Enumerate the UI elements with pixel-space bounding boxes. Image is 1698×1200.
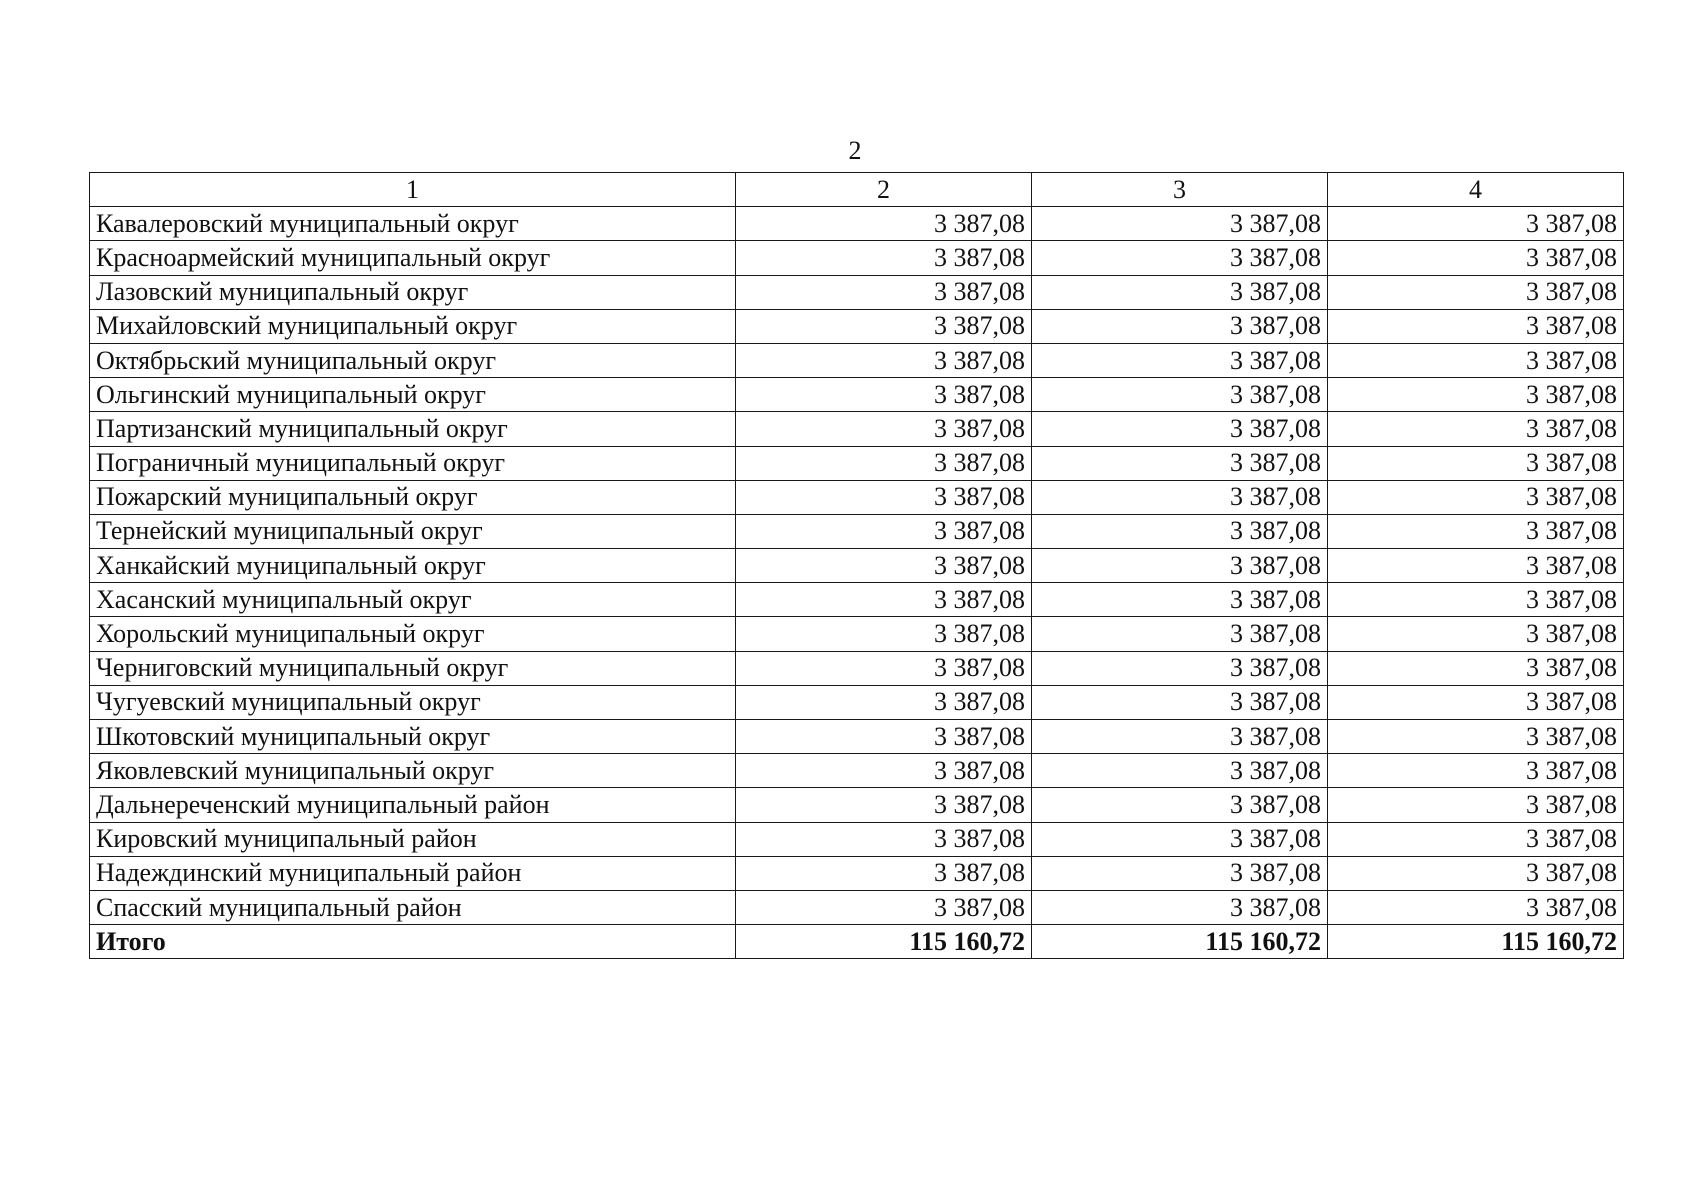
municipality-name: Кавалеровский муниципальный округ [90, 207, 736, 241]
value-col-4: 3 387,08 [1328, 788, 1624, 822]
value-col-2: 3 387,08 [736, 446, 1032, 480]
municipality-name: Хорольский муниципальный округ [90, 617, 736, 651]
municipality-name: Пожарский муниципальный округ [90, 480, 736, 514]
value-col-3: 3 387,08 [1032, 241, 1328, 275]
value-col-4: 3 387,08 [1328, 378, 1624, 412]
value-col-4: 3 387,08 [1328, 480, 1624, 514]
municipality-name: Лазовский муниципальный округ [90, 275, 736, 309]
value-col-3: 3 387,08 [1032, 651, 1328, 685]
value-col-4: 3 387,08 [1328, 685, 1624, 719]
municipality-name: Партизанский муниципальный округ [90, 412, 736, 446]
value-col-2: 3 387,08 [736, 685, 1032, 719]
value-col-4: 3 387,08 [1328, 446, 1624, 480]
value-col-2: 3 387,08 [736, 617, 1032, 651]
municipality-name: Спасский муниципальный район [90, 890, 736, 924]
table-row [90, 207, 1624, 241]
municipality-name: Красноармейский муниципальный округ [90, 241, 736, 275]
municipality-name: Чугуевский муниципальный округ [90, 685, 736, 719]
table-row [90, 890, 1624, 924]
column-number-1: 1 [90, 173, 736, 207]
table-row [90, 651, 1624, 685]
municipality-name: Черниговский муниципальный округ [90, 651, 736, 685]
municipality-name: Надеждинский муниципальный район [90, 856, 736, 890]
value-col-3: 3 387,08 [1032, 549, 1328, 583]
table-row [90, 343, 1624, 377]
value-col-2: 3 387,08 [736, 514, 1032, 548]
municipality-name: Пограничный муниципальный округ [90, 446, 736, 480]
value-col-3: 3 387,08 [1032, 754, 1328, 788]
value-col-3: 3 387,08 [1032, 378, 1328, 412]
value-col-2: 3 387,08 [736, 651, 1032, 685]
value-col-3: 3 387,08 [1032, 275, 1328, 309]
table-row [90, 309, 1624, 343]
total-col-4: 115 160,72 [1328, 925, 1624, 959]
value-col-3: 3 387,08 [1032, 720, 1328, 754]
municipality-name: Михайловский муниципальный округ [90, 309, 736, 343]
value-col-3: 3 387,08 [1032, 514, 1328, 548]
municipality-name: Ольгинский муниципальный округ [90, 378, 736, 412]
value-col-3: 3 387,08 [1032, 446, 1328, 480]
value-col-2: 3 387,08 [736, 378, 1032, 412]
table-body [90, 173, 1624, 959]
table-row [90, 412, 1624, 446]
table-row [90, 241, 1624, 275]
column-number-3: 3 [1032, 173, 1328, 207]
table-row [90, 617, 1624, 651]
value-col-4: 3 387,08 [1328, 275, 1624, 309]
column-number-row [90, 173, 1624, 207]
value-col-3: 3 387,08 [1032, 788, 1328, 822]
value-col-3: 3 387,08 [1032, 822, 1328, 856]
total-row [90, 925, 1624, 959]
municipality-name: Октябрьский муниципальный округ [90, 343, 736, 377]
value-col-2: 3 387,08 [736, 583, 1032, 617]
value-col-2: 3 387,08 [736, 856, 1032, 890]
municipality-name: Хасанский муниципальный округ [90, 583, 736, 617]
value-col-3: 3 387,08 [1032, 685, 1328, 719]
value-col-3: 3 387,08 [1032, 309, 1328, 343]
value-col-4: 3 387,08 [1328, 241, 1624, 275]
value-col-2: 3 387,08 [736, 788, 1032, 822]
total-col-2: 115 160,72 [736, 925, 1032, 959]
table-row [90, 549, 1624, 583]
value-col-2: 3 387,08 [736, 241, 1032, 275]
value-col-4: 3 387,08 [1328, 583, 1624, 617]
table-row [90, 788, 1624, 822]
column-number-4: 4 [1328, 173, 1624, 207]
table-row [90, 754, 1624, 788]
municipality-name: Ханкайский муниципальный округ [90, 549, 736, 583]
municipality-name: Дальнереченский муниципальный район [90, 788, 736, 822]
value-col-4: 3 387,08 [1328, 617, 1624, 651]
value-col-4: 3 387,08 [1328, 343, 1624, 377]
value-col-2: 3 387,08 [736, 309, 1032, 343]
table-row [90, 480, 1624, 514]
municipality-name: Шкотовский муниципальный округ [90, 720, 736, 754]
value-col-4: 3 387,08 [1328, 207, 1624, 241]
table-row [90, 856, 1624, 890]
table-row [90, 378, 1624, 412]
value-col-4: 3 387,08 [1328, 549, 1624, 583]
value-col-2: 3 387,08 [736, 549, 1032, 583]
value-col-2: 3 387,08 [736, 275, 1032, 309]
value-col-2: 3 387,08 [736, 343, 1032, 377]
value-col-2: 3 387,08 [736, 720, 1032, 754]
value-col-2: 3 387,08 [736, 890, 1032, 924]
value-col-2: 3 387,08 [736, 754, 1032, 788]
value-col-4: 3 387,08 [1328, 754, 1624, 788]
value-col-3: 3 387,08 [1032, 890, 1328, 924]
value-col-3: 3 387,08 [1032, 412, 1328, 446]
value-col-3: 3 387,08 [1032, 343, 1328, 377]
value-col-2: 3 387,08 [736, 822, 1032, 856]
value-col-4: 3 387,08 [1328, 309, 1624, 343]
value-col-4: 3 387,08 [1328, 822, 1624, 856]
value-col-2: 3 387,08 [736, 480, 1032, 514]
table-row [90, 446, 1624, 480]
value-col-3: 3 387,08 [1032, 480, 1328, 514]
value-col-3: 3 387,08 [1032, 583, 1328, 617]
municipality-name: Тернейский муниципальный округ [90, 514, 736, 548]
allocation-table [89, 172, 1624, 959]
page-number: 2 [848, 136, 862, 165]
value-col-4: 3 387,08 [1328, 412, 1624, 446]
value-col-4: 3 387,08 [1328, 890, 1624, 924]
total-label: Итого [90, 925, 736, 959]
value-col-4: 3 387,08 [1328, 651, 1624, 685]
value-col-4: 3 387,08 [1328, 856, 1624, 890]
column-number-2: 2 [736, 173, 1032, 207]
value-col-2: 3 387,08 [736, 207, 1032, 241]
total-col-3: 115 160,72 [1032, 925, 1328, 959]
table-row [90, 685, 1624, 719]
value-col-4: 3 387,08 [1328, 720, 1624, 754]
municipality-name: Кировский муниципальный район [90, 822, 736, 856]
value-col-3: 3 387,08 [1032, 207, 1328, 241]
municipality-name: Яковлевский муниципальный округ [90, 754, 736, 788]
table-row [90, 822, 1624, 856]
table-row [90, 583, 1624, 617]
table-row [90, 720, 1624, 754]
table-row [90, 275, 1624, 309]
table-row [90, 514, 1624, 548]
value-col-3: 3 387,08 [1032, 856, 1328, 890]
value-col-2: 3 387,08 [736, 412, 1032, 446]
value-col-4: 3 387,08 [1328, 514, 1624, 548]
value-col-3: 3 387,08 [1032, 617, 1328, 651]
